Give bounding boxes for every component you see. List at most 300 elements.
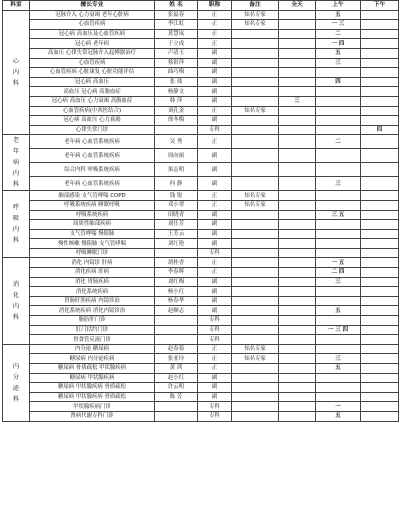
note-cell [232,248,279,258]
morning-cell [316,200,361,210]
table-row [3,191,399,201]
specialty-cell: 糖尿病 甲状腺疾病 [30,373,155,383]
morning-cell [316,296,361,306]
specialty-cell: 冠心病 高血压 [30,77,155,87]
morning-cell: 三 [316,354,361,364]
morning-cell [316,373,361,383]
specialty-cell: 心血管疾病(中西医结合) [30,106,155,116]
fullday-cell [279,135,316,149]
specialty-cell: 肛门括约门诊 [30,325,155,335]
morning-cell [316,125,361,135]
title-cell: 正 [198,268,232,278]
morning-cell: 五 [316,411,361,421]
morning-cell: 一 四 [316,39,361,49]
morning-cell: 一 三 四 [316,325,361,335]
table-row [3,402,399,412]
fullday-cell [279,258,316,268]
doctor-cell: 田晓青 [155,210,198,220]
afternoon-cell [361,373,399,383]
fullday-cell [279,48,316,58]
morning-cell [316,239,361,249]
table-row [3,364,399,374]
doctor-cell: 刘任芳 [155,220,198,230]
fullday-cell [279,39,316,49]
doctor-cell: 张福春 [155,10,198,20]
title-cell: 正 [198,135,232,149]
afternoon-cell [361,268,399,278]
afternoon-cell [361,258,399,268]
specialty-cell: 肺部感染 支气管哮喘 COPD [30,191,155,201]
table-row [3,296,399,306]
table-row [3,149,399,163]
afternoon-cell [361,383,399,393]
afternoon-cell [361,177,399,191]
table-row [3,220,399,230]
note-cell [232,125,279,135]
specialty-cell: 间质性肺部疾病 [30,220,155,230]
fullday-cell [279,287,316,297]
morning-cell [316,248,361,258]
afternoon-cell [361,149,399,163]
title-cell: 专科 [198,125,232,135]
afternoon-cell [361,20,399,30]
title-cell: 专科 [198,316,232,326]
title-cell: 正 [198,10,232,20]
doctor-cell: 卢清玉 [155,48,198,58]
note-cell [232,402,279,412]
note-cell [232,29,279,39]
table-row [3,344,399,354]
specialty-cell: 胃食管反流门诊 [30,335,155,345]
table-row [3,229,399,239]
afternoon-cell: 四 [361,125,399,135]
header-row [3,1,399,11]
fullday-cell [279,58,316,68]
fullday-cell [279,149,316,163]
fullday-cell [279,402,316,412]
fullday-cell [279,68,316,78]
department-cell [3,191,30,258]
morning-cell [316,383,361,393]
fullday-cell [279,383,316,393]
doctor-cell: 周向丽 [155,149,198,163]
title-cell: 副 [198,177,232,191]
fullday-cell [279,411,316,421]
department-name: 心内科 [12,57,20,87]
specialty-cell: 脂肪肝门诊 [30,316,155,326]
doctor-cell: 邓小翠 [155,200,198,210]
afternoon-cell [361,354,399,364]
morning-cell: 四 [316,77,361,87]
morning-cell [316,106,361,116]
doctor-cell: 黄 茜 [155,364,198,374]
specialty-cell: 综合内科 呼吸系统疾病 [30,163,155,177]
afternoon-cell [361,116,399,126]
afternoon-cell [361,392,399,402]
title-cell: 副 [198,383,232,393]
doctor-cell: 刘红梅 [155,277,198,287]
table-row [3,125,399,135]
table-row [3,163,399,177]
specialty-cell: 呼吸睡眠门诊 [30,248,155,258]
fullday-cell [279,277,316,287]
title-cell: 副 [198,306,232,316]
morning-cell: 一 三 [316,20,361,30]
morning-cell: 二 [316,29,361,39]
morning-cell [316,392,361,402]
table-row [3,258,399,268]
fullday-cell [279,87,316,97]
note-cell [232,287,279,297]
afternoon-cell [361,411,399,421]
specialty-cell: 内分泌 糖尿病 [30,344,155,354]
table-row [3,10,399,20]
morning-cell [316,68,361,78]
doctor-cell [155,316,198,326]
doctor-cell: 徐冬梅 [155,116,198,126]
title-cell: 副 [198,149,232,163]
title-cell: 副 [198,392,232,402]
specialty-cell: 消化疾病 肝病 [30,268,155,278]
title-cell: 专科 [198,335,232,345]
note-cell [232,58,279,68]
title-cell: 正 [198,200,232,210]
specialty-cell: 冠心病 老年病 [30,39,155,49]
fullday-cell [279,268,316,278]
doctor-cell [155,411,198,421]
title-cell: 正 [198,20,232,30]
title-cell: 正 [198,106,232,116]
column-header: 上午 [316,1,361,11]
table-row [3,200,399,210]
doctor-cell: 赵顺志 [155,306,198,316]
morning-cell [316,344,361,354]
note-cell [232,316,279,326]
column-header: 下午 [361,1,399,11]
column-header: 备注 [232,1,279,11]
title-cell: 副 [198,87,232,97]
morning-cell [316,191,361,201]
doctor-cell: 何 静 [155,177,198,191]
department-name: 消化内科 [12,281,20,322]
specialty-cell: 呼吸系统疾病 睡眠呼吸 [30,200,155,210]
note-cell [232,48,279,58]
column-header: 擅长专业 [30,1,155,11]
specialty-cell: 糖尿病 甲状腺疾病 骨质疏松 [30,383,155,393]
fullday-cell [279,125,316,135]
doctor-cell: 李春晖 [155,268,198,278]
title-cell: 副 [198,58,232,68]
fullday-cell [279,354,316,364]
doctor-cell: 吴 秀 [155,135,198,149]
doctor-cell: 蔡彩萍 [155,58,198,68]
afternoon-cell [361,325,399,335]
title-cell: 副 [198,210,232,220]
doctor-cell: 陈 芳 [155,392,198,402]
title-cell: 专科 [198,411,232,421]
fullday-cell [279,163,316,177]
title-cell: 正 [198,258,232,268]
afternoon-cell [361,96,399,106]
table-row [3,373,399,383]
morning-cell [316,96,361,106]
title-cell: 副 [198,373,232,383]
note-cell [232,163,279,177]
fullday-cell [279,316,316,326]
note-cell [232,364,279,374]
specialty-cell: 糖尿病 内分泌疾病 [30,354,155,364]
specialty-cell: 慢性咳嗽 慢阻肺 支气管哮喘 [30,239,155,249]
note-cell [232,116,279,126]
afternoon-cell [361,277,399,287]
doctor-cell: 杨小红 [155,287,198,297]
specialty-cell: 心律失常门诊 [30,125,155,135]
fullday-cell [279,77,316,87]
fullday-cell [279,29,316,39]
department-name: 老年病内科 [12,137,20,189]
morning-cell: 五 [316,306,361,316]
doctor-cell: 曲巧梅 [155,68,198,78]
doctor-cell [155,125,198,135]
note-cell: 知名专家 [232,344,279,354]
table-row [3,392,399,402]
doctor-cell: 黄慧岚 [155,29,198,39]
note-cell [232,373,279,383]
note-cell: 知名专家 [232,200,279,210]
doctor-cell: 赵小红 [155,373,198,383]
specialty-cell: 冠脉介入 心力衰竭 老年心脏病 [30,10,155,20]
department-cell [3,10,30,135]
title-cell: 正 [198,29,232,39]
afternoon-cell [361,316,399,326]
afternoon-cell [361,10,399,20]
department-name: 内分泌科 [12,362,20,403]
note-cell [232,383,279,393]
table-row [3,306,399,316]
title-cell: 正 [198,354,232,364]
fullday-cell [279,200,316,210]
afternoon-cell [361,229,399,239]
fullday-cell [279,239,316,249]
specialty-cell: 冠心病 高血压及心血管疾病 [30,29,155,39]
morning-cell: 二 [316,135,361,149]
note-cell [232,77,279,87]
note-cell: 知名专家 [232,191,279,201]
afternoon-cell [361,48,399,58]
column-header: 全天 [279,1,316,11]
table-row [3,96,399,106]
table-row [3,239,399,249]
doctor-cell: 钱 锐 [155,191,198,201]
morning-cell: 三 [316,277,361,287]
morning-cell [316,163,361,177]
fullday-cell [279,10,316,20]
fullday-cell [279,177,316,191]
specialty-cell: 高血压 冠心病 高脂血症 [30,87,155,97]
note-cell: 知名专家 [232,20,279,30]
note-cell [232,268,279,278]
note-cell [232,296,279,306]
morning-cell: 一 [316,402,361,412]
fullday-cell [279,229,316,239]
table-row [3,116,399,126]
title-cell: 副 [198,68,232,78]
specialty-cell: 糖尿病 甲状腺疾病 骨质疏松 [30,392,155,402]
morning-cell [316,316,361,326]
afternoon-cell [361,106,399,116]
department-cell [3,135,30,191]
note-cell [232,258,279,268]
note-cell [232,335,279,345]
table-row [3,20,399,30]
title-cell: 副 [198,229,232,239]
afternoon-cell [361,287,399,297]
afternoon-cell [361,163,399,177]
morning-cell [316,87,361,97]
doctor-cell [155,335,198,345]
department-cell [3,258,30,344]
table-row [3,287,399,297]
fullday-cell [279,220,316,230]
doctor-cell: 杨春华 [155,296,198,306]
specialty-cell: 胃肠肝胆疾病 内镜诊治 [30,296,155,306]
specialty-cell: 心血管疾病 心脏康复 心脏功能评估 [30,68,155,78]
table-row [3,383,399,393]
fullday-cell [279,344,316,354]
table-row [3,316,399,326]
title-cell: 副 [198,48,232,58]
doctor-cell [155,402,198,412]
specialty-cell: 老年病 心血管系统疾病 [30,177,155,191]
table-row [3,177,399,191]
specialty-cell: 心血管疾病 [30,20,155,30]
note-cell [232,68,279,78]
afternoon-cell [361,296,399,306]
title-cell: 专科 [198,325,232,335]
specialty-cell: 老年病 心血管系统疾病 [30,149,155,163]
table-row [3,58,399,68]
table-row [3,210,399,220]
doctor-cell: 许云明 [155,383,198,393]
column-header: 科室 [3,1,30,11]
table-row [3,68,399,78]
specialty-cell: 冠心病 高血压 心力衰竭 [30,116,155,126]
note-cell [232,392,279,402]
afternoon-cell [361,239,399,249]
specialty-cell: 糖尿病 骨质疏松 甲状腺疾病 [30,364,155,374]
title-cell: 副 [198,296,232,306]
note-cell [232,277,279,287]
title-cell: 专科 [198,248,232,258]
specialty-cell: 老年病 心血管系统疾病 [30,135,155,149]
doctor-cell: 韩 萍 [155,96,198,106]
specialty-cell: 消化 胃肠疾病 [30,277,155,287]
doctor-cell [155,325,198,335]
note-cell [232,306,279,316]
afternoon-cell [361,402,399,412]
afternoon-cell [361,364,399,374]
table-row [3,354,399,364]
note-cell: 知名专家 [232,354,279,364]
doctor-cell: 刘孔金 [155,106,198,116]
specialty-cell: 消化系统疾病 消化内镜诊治 [30,306,155,316]
table-row [3,39,399,49]
table-row [3,248,399,258]
doctor-cell: 李江虹 [155,20,198,30]
morning-cell [316,335,361,345]
table-row [3,77,399,87]
note-cell [232,87,279,97]
note-cell [232,325,279,335]
fullday-cell [279,106,316,116]
title-cell: 副 [198,163,232,177]
title-cell: 副 [198,239,232,249]
fullday-cell [279,20,316,30]
morning-cell: 三 五 [316,210,361,220]
column-header: 姓 名 [155,1,198,11]
title-cell: 正 [198,39,232,49]
specialty-cell: 呼吸系统疾病 [30,210,155,220]
note-cell [232,411,279,421]
fullday-cell [279,296,316,306]
title-cell: 副 [198,220,232,230]
afternoon-cell [361,335,399,345]
note-cell [232,135,279,149]
fullday-cell [279,325,316,335]
doctor-cell: 果志明 [155,163,198,177]
afternoon-cell [361,200,399,210]
doctor-cell: 刘红艳 [155,239,198,249]
table-row [3,87,399,97]
note-cell [232,149,279,163]
afternoon-cell [361,210,399,220]
afternoon-cell [361,29,399,39]
doctor-cell: 张 琰 [155,77,198,87]
morning-cell: 二 四 [316,268,361,278]
afternoon-cell [361,135,399,149]
morning-cell: 一 五 [316,258,361,268]
note-cell: 知名专家 [232,106,279,116]
morning-cell [316,220,361,230]
table-row [3,29,399,39]
specialty-cell: 心血管疾病 [30,58,155,68]
morning-cell: 三 [316,177,361,191]
title-cell: 副 [198,77,232,87]
specialty-cell: 高血压 心律失常冠脉介入起搏器治疗 [30,48,155,58]
note-cell [232,177,279,191]
title-cell: 副 [198,116,232,126]
doctor-cell: 于立成 [155,39,198,49]
table-row [3,106,399,116]
morning-cell: 五 [316,364,361,374]
note-cell [232,220,279,230]
table-row [3,48,399,58]
morning-cell: 三 [316,58,361,68]
department-name: 呼吸内科 [12,204,20,245]
specialty-cell: 冠心病 高血压 心力衰竭 高脂血症 [30,96,155,106]
morning-cell [316,149,361,163]
column-header: 职称 [198,1,232,11]
title-cell: 正 [198,364,232,374]
doctor-cell: 胡桂香 [155,258,198,268]
specialty-cell: 消化 内镜诊 肝病 [30,258,155,268]
doctor-cell: 王芳云 [155,229,198,239]
title-cell: 副 [198,277,232,287]
table-row [3,335,399,345]
outpatient-schedule-table [2,0,398,528]
note-cell [232,96,279,106]
afternoon-cell [361,344,399,354]
